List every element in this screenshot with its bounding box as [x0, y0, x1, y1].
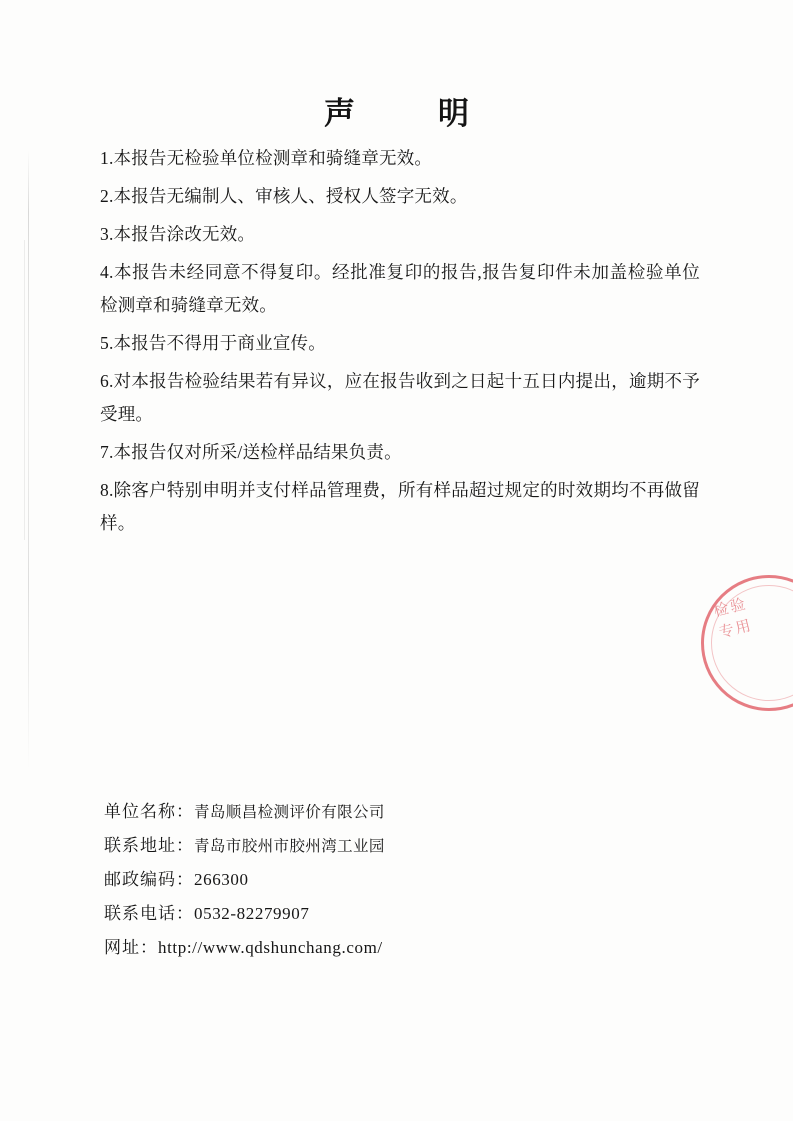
statement-clause: 4.本报告未经同意不得复印。经批准复印的报告,报告复印件未加盖检验单位检测章和骑缝章无效。	[100, 262, 700, 315]
contact-label: 网址：	[104, 938, 158, 957]
contact-label: 联系电话：	[104, 904, 194, 923]
page-title: 声 明	[324, 96, 495, 131]
contact-row	[104, 795, 704, 829]
contact-value: 266300	[194, 870, 249, 889]
contact-value: 青岛顺昌检测评价有限公司	[194, 803, 385, 821]
statement-clause: 2.本报告无编制人、审核人、授权人签字无效。	[100, 186, 468, 206]
contact-row	[104, 897, 704, 931]
scan-artifact-line-secondary	[24, 240, 25, 540]
contact-value-website: http://www.qdshunchang.com/	[158, 938, 383, 957]
contact-value: 0532-82279907	[194, 904, 310, 923]
contact-row	[104, 931, 704, 965]
contact-block	[104, 795, 704, 965]
contact-value: 青岛市胶州市胶州湾工业园	[194, 837, 385, 855]
official-seal-stamp	[701, 575, 793, 711]
contact-label: 邮政编码：	[104, 870, 194, 889]
scan-artifact-line	[28, 150, 29, 770]
seal-text: 检验专用	[711, 594, 755, 642]
statement-clause-list	[100, 142, 700, 545]
contact-row	[104, 863, 704, 897]
statement-clause: 3.本报告涂改无效。	[100, 224, 256, 244]
statement-clause: 1.本报告无检验单位检测章和骑缝章无效。	[100, 148, 433, 168]
contact-row	[104, 829, 704, 863]
statement-clause: 6.对本报告检验结果若有异议，应在报告收到之日起十五日内提出，逾期不予受理。	[100, 371, 700, 424]
contact-label: 联系地址：	[104, 836, 194, 855]
statement-clause: 8.除客户特别申明并支付样品管理费，所有样品超过规定的时效期均不再做留样。	[100, 480, 700, 533]
statement-clause: 5.本报告不得用于商业宣传。	[100, 333, 326, 353]
contact-label: 单位名称：	[104, 802, 194, 821]
statement-clause: 7.本报告仅对所采/送检样品结果负责。	[100, 442, 402, 462]
